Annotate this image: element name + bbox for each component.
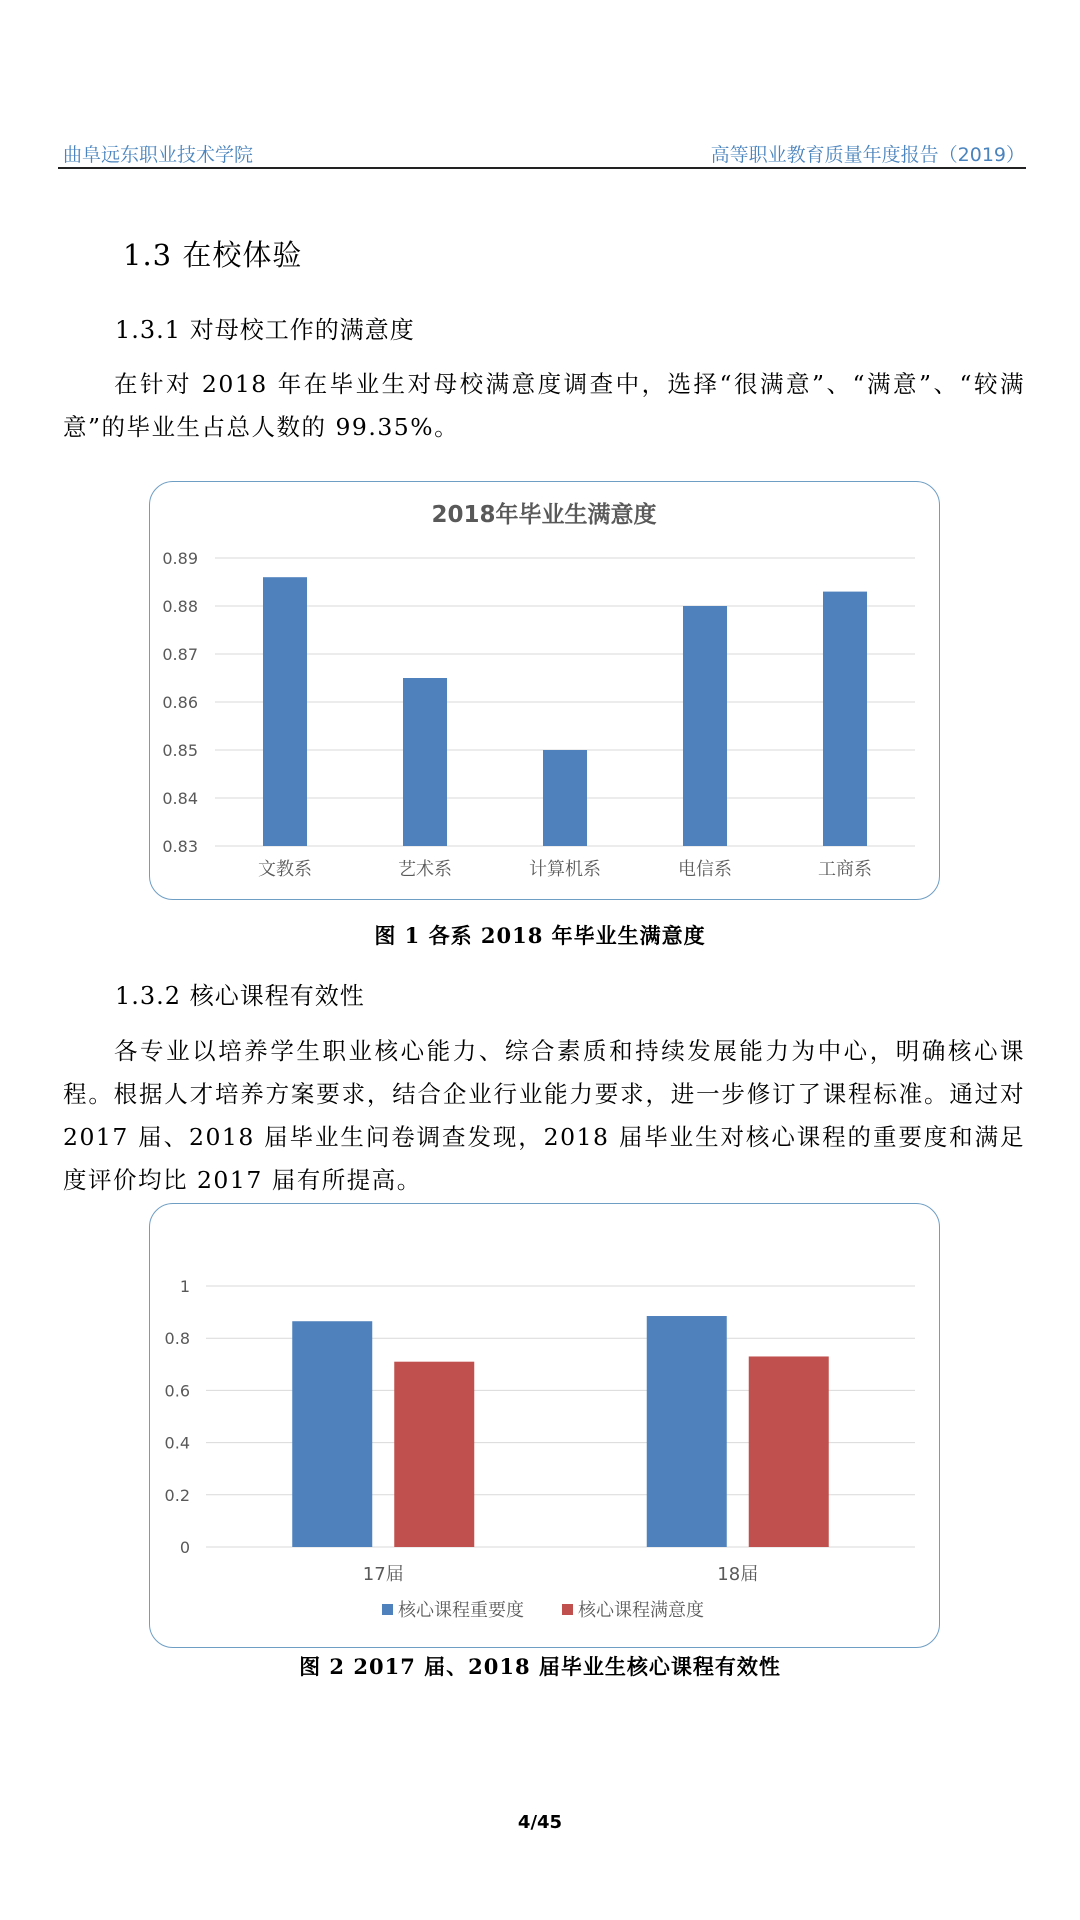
y-tick-label: 0.6 bbox=[164, 1381, 190, 1401]
header-report-title: 高等职业教育质量年度报告（2019） bbox=[710, 144, 1025, 166]
y-tick-label: 0.4 bbox=[164, 1433, 190, 1453]
figure-2-caption: 图 2 2017 届、2018 届毕业生核心课程有效性 bbox=[299, 1654, 781, 1679]
y-tick-label: 0.2 bbox=[164, 1485, 190, 1505]
header-school-name: 曲阜远东职业技术学院 bbox=[63, 144, 254, 166]
y-tick-label: 0 bbox=[179, 1538, 190, 1557]
legend-label: 核心课程重要度 bbox=[398, 1600, 524, 1621]
bar bbox=[647, 1316, 727, 1547]
x-category-label: 18届 bbox=[717, 1564, 759, 1585]
page-number: 4/45 bbox=[517, 1812, 563, 1833]
chart-satisfaction bbox=[150, 482, 939, 899]
x-category-label: 计算机系 bbox=[529, 859, 601, 880]
bar bbox=[683, 606, 727, 846]
bar bbox=[263, 577, 307, 846]
bar bbox=[749, 1356, 829, 1547]
chart-core-courses-frame bbox=[149, 1203, 940, 1648]
y-tick-label: 1 bbox=[179, 1277, 190, 1296]
y-tick-label: 0.85 bbox=[162, 741, 198, 760]
y-tick-label: 0.89 bbox=[162, 549, 198, 568]
y-tick-label: 0.88 bbox=[162, 597, 198, 616]
legend-label: 核心课程满意度 bbox=[578, 1600, 704, 1621]
legend-swatch bbox=[382, 1604, 393, 1615]
bar bbox=[543, 750, 587, 846]
bar bbox=[403, 678, 447, 846]
bar bbox=[823, 592, 867, 846]
chart-core-courses bbox=[150, 1204, 939, 1647]
y-tick-label: 0.84 bbox=[162, 789, 198, 808]
header-rule bbox=[58, 167, 1026, 169]
x-category-label: 文教系 bbox=[258, 859, 312, 880]
x-category-label: 艺术系 bbox=[398, 859, 452, 880]
y-tick-label: 0.86 bbox=[162, 693, 198, 712]
bar bbox=[292, 1321, 372, 1547]
chart-title: 2018年毕业生满意度 bbox=[431, 502, 657, 528]
section-title: 1.3 在校体验 bbox=[123, 238, 303, 272]
y-tick-label: 0.8 bbox=[164, 1329, 190, 1349]
x-category-label: 工商系 bbox=[818, 859, 872, 880]
y-tick-label: 0.83 bbox=[162, 837, 198, 856]
paragraph-satisfaction: 在针对 2018 年在毕业生对母校满意度调查中，选择“很满意”、“满意”、“较满意”的毕业生占总人数的 99.35%。 bbox=[63, 370, 1025, 441]
paragraph-core-courses: 各专业以培养学生职业核心能力、综合素质和持续发展能力为中心，明确核心课程。根据人才培养方案要求，结合企业行业能力要求，进一步修订了课程标准。通过对 2017 届、2018 届毕业生问卷调查发现，2018 届毕业生对核心课程的重要度和满足度评价均比 2017 届有所提高。 bbox=[63, 1037, 1025, 1194]
subsection-title-satisfaction: 1.3.1 对母校工作的满意度 bbox=[115, 316, 415, 344]
bar bbox=[394, 1362, 474, 1547]
figure-1-caption: 图 1 各系 2018 年毕业生满意度 bbox=[374, 923, 706, 948]
x-category-label: 17届 bbox=[362, 1564, 404, 1585]
subsection-title-core-courses: 1.3.2 核心课程有效性 bbox=[115, 982, 365, 1010]
x-category-label: 电信系 bbox=[678, 859, 732, 880]
legend-swatch bbox=[562, 1604, 573, 1615]
chart-satisfaction-frame bbox=[149, 481, 940, 900]
y-tick-label: 0.87 bbox=[162, 645, 198, 664]
